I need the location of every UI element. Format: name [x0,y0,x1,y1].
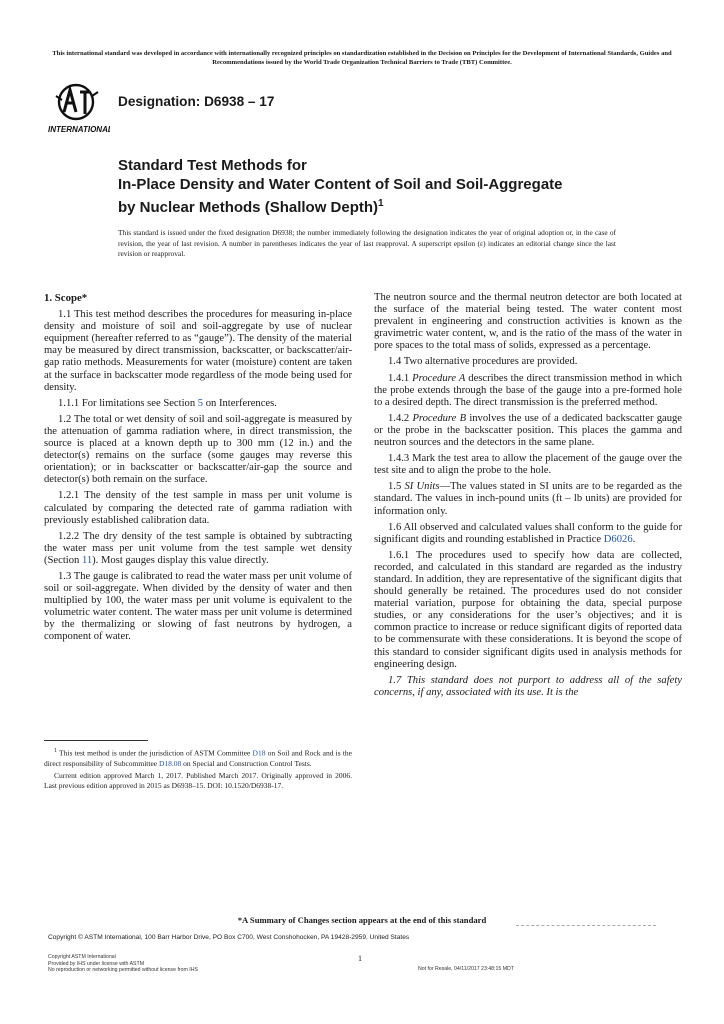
section-5-link[interactable]: 5 [197,397,204,409]
right-column [374,292,682,703]
summary-of-changes-note: *A Summary of Changes section appears at the end of this standard [237,915,487,925]
paragraph-1-1-1: 1.1.1 For limitations see Section 5 on Interferences. [58,397,277,409]
title-line-1: Standard Test Methods for [118,157,307,174]
footnote-edition: Current edition approved March 1, 2017. Published March 2017. Originally approved in 2006. Last previous edition approved in 2015 as D6938–15. DOI: 10.1520/D6938-17. [44,770,352,791]
paragraph-1-4-1: 1.4.1 Procedure A describes the direct transmission method in which the probe extends through the base of the gauge into a pre-formed hole to a desired depth. The direct transmission is the preferred method. [374,372,682,408]
logo-text: INTERNATIONAL [48,125,110,134]
footnotes [44,746,352,793]
wto-notice: This international standard was developed in accordance with internationally recognized principles on standardization established in the Decision on Principles for the Development of International Standards, Guides and Recommendations issued by the World Trade Organization Technical Barriers to Trade (TBT) Committee. [52,50,672,66]
summary-dash-line [516,925,656,926]
footnote-divider [44,740,148,741]
paragraph-1-6: 1.6 All observed and calculated values shall conform to the guide for significant digits and rounding established in Practice D6026. [374,521,682,545]
paragraph-1-2-1: 1.2.1 The density of the test sample in mass per unit volume is calculated by comparing the detected rate of gamma radiation with previously established calibration data. [44,490,352,526]
paragraph-1-6-1: 1.6.1 The procedures used to specify how data are collected, recorded, and calculated in this standard are regarded as the industry standard. In addition, they are representative of the significant digits that should generally be retained. The procedures used do not consider material variation, purpose for obtaining the data, special purpose studies, or any considerations for the user’s objectives; and it is common practice to increase or reduce significant digits of reported data to be commensurate with these considerations. It is beyond the scope of this standard to consider significant digits used in analysis methods for engineering design. [374,549,682,670]
designation: Designation: D6938 – 17 [118,94,275,109]
astm-logo-icon [46,82,110,136]
d18-08-link[interactable]: D18.08 [158,758,182,768]
page-title [118,156,578,217]
paragraph-1-4-3: 1.4.3 Mark the test area to allow the placement of the gauge over the test site and to align the probe to the hole. [374,453,682,477]
left-column [44,292,352,648]
paragraph-1-4-2: 1.4.2 Procedure B involves the use of a dedicated backscatter gauge or the probe in the backscatter position. This places the gamma and neutron sources and the detectors in the same plane. [374,412,683,449]
title-line-2: In-Place Density and Water Content of Soil and Soil-Aggregate by Nuclear Methods (Shallow Depth)$^1$ [118,176,563,216]
title-footnote-mark: 1 [378,198,384,209]
paragraph-1-3: 1.3 The gauge is calibrated to read the water mass per unit volume of soil or soil-aggregate. When divided by the density of water and then multiplied by 100, the water mass per unit volume is equivalent to the volumetric water content. The water mass per unit volume is determined by the thermalizing or slowing of fast neutrons by hydrogen, a component of water. [44,570,352,643]
paragraph-1-7: 1.7 This standard does not purport to address all of the safety concerns, if any, associated with its use. It is the [374,674,682,698]
paragraph-1-3-continued: The neutron source and the thermal neutron detector are both located at the surface of the material being tested. The water content most prevalent in engineering and construction activities is known as the gravimetric water content, w, and is the ratio of the mass of the water in pore spaces to the total mass of solids, expressed as a percentage. [374,292,682,352]
d18-link[interactable]: D18 [252,748,266,758]
paragraph-1-5: 1.5 SI Units—The values stated in SI units are to be regarded as the standard. The values in inch-pound units (ft – lb units) are provided for information only. [374,481,683,517]
d6026-link[interactable]: D6026 [603,533,633,545]
footnote-1: $^1$ This test method is under the jurisdiction of ASTM Committee D18 on Soil and Rock and is the direct responsibility of Subcommittee D18.08 on Special and Construction Control Tests. [44,748,352,768]
license-notice: Copyright ASTM International Provided by IHS under license with ASTM No reproduction or networking permitted without license from IHS [48,954,198,974]
copyright-line: Copyright © ASTM International, 100 Barr Harbor Drive, PO Box C700, West Conshohocken, PA 19428-2959. United States [48,934,410,941]
paragraph-1-2: 1.2 The total or wet density of soil and soil-aggregate is measured by the attenuation of gamma radiation where, in direct transmission, the source is placed at a known depth up to 300 mm (12 in.) and the detector(s) remains on the surface (some gauges may reverse this orientation); or in backscatter or backscatter/air-gap the source and detector(s) both remain on the surface. [44,413,352,486]
resale-notice: Not for Resale, 04/11/2017 23:48:15 MDT [418,966,514,972]
page-number: 1 [358,954,362,963]
section-heading-scope: 1. Scope* [44,292,88,304]
paragraph-1-1: 1.1 This test method describes the procedures for measuring in-place density and moisture of soil and soil-aggregate by use of nuclear equipment (hereafter referred to as “gauge”). The density of the material may be measured by direct transmission, backscatter, or backscatter/air-gap ratio methods. Measurements for water (moisture) content are taken at the surface in backscatter mode regardless of the mode being used for density. [44,309,352,393]
paragraph-1-2-2: 1.2.2 The dry density of the test sample is obtained by subtracting the water mass per unit volume from the test sample wet density (Section 11). Most gauges display this value directly. [44,530,352,566]
paragraph-1-4: 1.4 Two alternative procedures are provided. [388,356,578,368]
astm-logo [46,82,110,136]
issued-note: This standard is issued under the fixed designation D6938; the number immediately following the designation indicates the year of original adoption or, in the case of revision, the year of last revision. A number in parentheses indicates the year of last reapproval. A superscript epsilon (ε) indicates an editorial change since the last revision or reapproval. [118,228,616,258]
section-11-link[interactable]: 11 [81,554,93,566]
